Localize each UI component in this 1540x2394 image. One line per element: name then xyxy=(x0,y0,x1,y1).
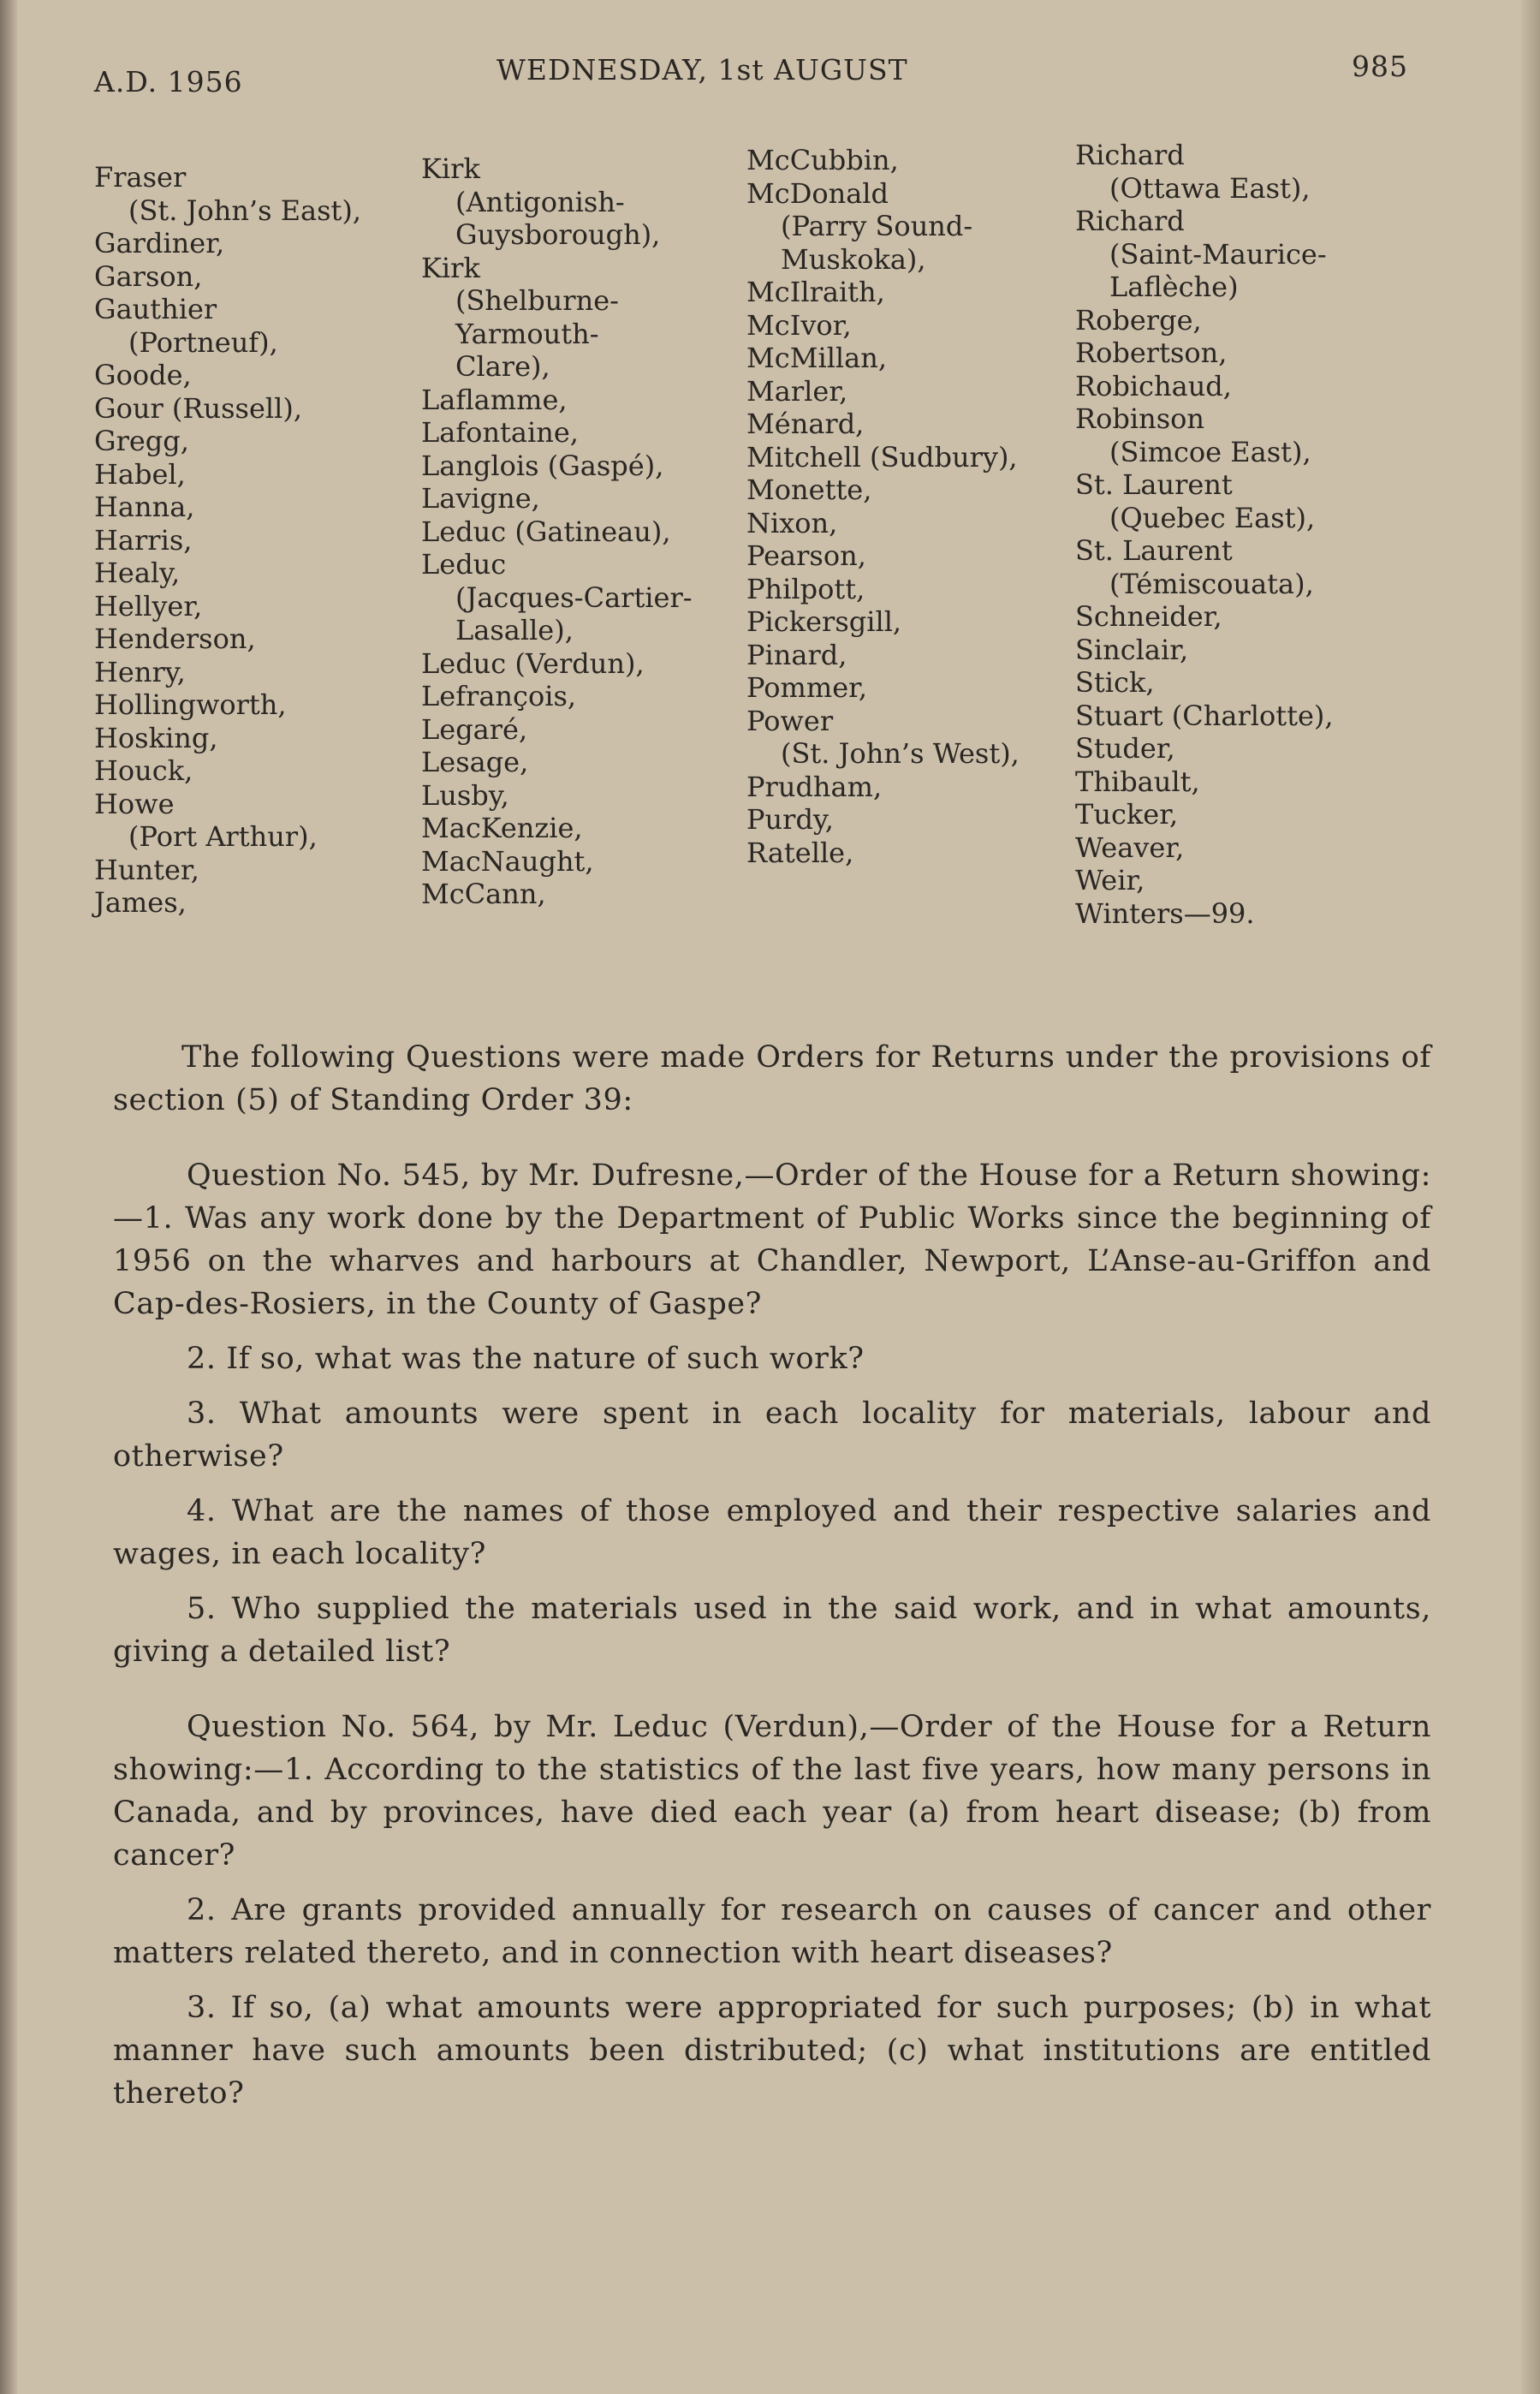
member-name: Ménard, xyxy=(746,408,865,440)
member-name: Lafontaine, xyxy=(421,416,579,449)
member-name: McDonald xyxy=(746,176,889,210)
member-name: (Jacques-Cartier- xyxy=(455,581,693,614)
member-name: Monette, xyxy=(746,473,872,506)
member-name: (Quebec East), xyxy=(1109,501,1316,534)
body-paragraph: Question No. 564, by Mr. Leduc (Verdun),—Order of the House for a Return showing:—1. According to the statistics of the last five years, how many persons in Canada, and by provinces, have died each year (a) from heart disease; (b) from cancer? xyxy=(113,1710,1431,1873)
member-name: MacKenzie, xyxy=(421,812,583,844)
member-name: Legaré, xyxy=(421,712,528,746)
member-name: Richard xyxy=(1075,205,1185,237)
member-name: Goode, xyxy=(94,359,192,391)
member-name: (Shelburne- xyxy=(455,284,619,317)
member-name: Lesage, xyxy=(421,746,529,778)
member-name: Kirk xyxy=(421,251,480,284)
member-name: Roberge, xyxy=(1075,303,1202,336)
member-name: St. Laurent xyxy=(1075,468,1233,501)
member-name: Gregg, xyxy=(94,425,189,457)
member-name: Yarmouth- xyxy=(455,317,599,350)
member-name: McIlraith, xyxy=(746,276,885,308)
header-year: A.D. 1956 xyxy=(94,65,243,98)
body-paragraph: The following Questions were made Orders for Returns under the provisions of section (5) of Standing Order 39: xyxy=(113,1040,1431,1117)
member-name: Philpott, xyxy=(746,572,865,605)
member-name: McCubbin, xyxy=(746,144,899,176)
page-number: 985 xyxy=(1352,50,1408,83)
page-edge-shadow xyxy=(1521,0,1540,2394)
name-column-1 xyxy=(94,161,419,920)
body-paragraph: Question No. 545, by Mr. Dufresne,—Order of the House for a Return showing:—1. Was any work done by the Department of Public Works since the beginning of 1956 on the wharves and harbours at Chandler, Newport, L’Anse-au-Griffon and Cap-des-Rosiers, in the County of Gaspe? xyxy=(113,1158,1431,1321)
member-name: Howe xyxy=(94,787,175,820)
member-name: Gauthier xyxy=(94,293,217,325)
member-name: (Portneuf), xyxy=(128,325,278,359)
member-name: Ratelle, xyxy=(746,836,854,869)
member-name: Leduc (Gatineau), xyxy=(421,515,671,548)
member-name: St. Laurent xyxy=(1075,534,1233,567)
name-column-3 xyxy=(746,144,1072,869)
member-name: Nixon, xyxy=(746,506,838,539)
member-name: Studer, xyxy=(1075,732,1175,765)
member-name: Fraser xyxy=(94,161,187,194)
body-paragraph: 3. If so, (a) what amounts were appropriated for such purposes; (b) in what manner have such amounts been distributed; (c) what institutions are entitled thereto? xyxy=(113,1991,1431,2111)
member-name: James, xyxy=(94,886,187,919)
member-name: (Ottawa East), xyxy=(1109,171,1311,205)
member-name: Lusby, xyxy=(421,778,509,812)
member-name: (Témiscouata), xyxy=(1109,567,1314,600)
member-name: Hosking, xyxy=(94,721,218,754)
member-name: Henry, xyxy=(94,655,186,688)
member-name: Gour (Russell), xyxy=(94,391,302,425)
member-name: Sinclair, xyxy=(1075,633,1189,666)
member-name: Langlois (Gaspé), xyxy=(421,449,664,482)
member-name: Garson, xyxy=(94,259,203,293)
header-date: WEDNESDAY, 1st AUGUST xyxy=(496,53,908,86)
member-name: Laflèche) xyxy=(1109,271,1239,303)
member-name: Tucker, xyxy=(1075,798,1179,831)
member-name: Marler, xyxy=(746,374,848,408)
member-name: Lefrançois, xyxy=(421,680,577,712)
member-name: Mitchell (Sudbury), xyxy=(746,440,1018,473)
member-name: McMillan, xyxy=(746,342,888,374)
member-name: McIvor, xyxy=(746,308,852,342)
member-name: Schneider, xyxy=(1075,600,1222,633)
page-binding-shadow xyxy=(0,0,17,2394)
member-name: Gardiner, xyxy=(94,227,225,259)
member-name: Purdy, xyxy=(746,803,834,836)
body-paragraph: 2. Are grants provided annually for research on causes of cancer and other matters related thereto, and in connection with heart diseases? xyxy=(113,1893,1431,1970)
member-name: Prudham, xyxy=(746,770,883,803)
member-name: Guysborough), xyxy=(455,218,661,251)
member-name: Clare), xyxy=(455,350,550,383)
member-name: Leduc (Verdun), xyxy=(421,646,645,680)
member-name: Stuart (Charlotte), xyxy=(1075,699,1334,732)
member-name: Robertson, xyxy=(1075,336,1228,369)
member-name: Pinard, xyxy=(746,638,847,671)
body-paragraph: 4. What are the names of those employed and their respective salaries and wages, in each locality? xyxy=(113,1494,1431,1571)
running-header xyxy=(94,50,1408,104)
body-paragraph: 3. What amounts were spent in each locality for materials, labour and otherwise? xyxy=(113,1396,1431,1474)
member-name: Pommer, xyxy=(746,671,868,704)
member-name: Robinson xyxy=(1075,402,1204,435)
member-name: Hanna, xyxy=(94,491,195,523)
member-name: (Simcoe East), xyxy=(1109,435,1311,468)
division-list xyxy=(94,139,1455,940)
member-name: Henderson, xyxy=(94,622,256,655)
member-name: Hunter, xyxy=(94,853,199,886)
member-name: Power xyxy=(746,704,834,737)
member-name: Muskoka), xyxy=(781,242,926,276)
member-name: (Parry Sound- xyxy=(781,210,973,242)
member-name: Winters—99. xyxy=(1075,896,1255,930)
member-name: Robichaud, xyxy=(1075,369,1232,402)
member-name: Habel, xyxy=(94,457,186,491)
member-name: Healy, xyxy=(94,557,181,589)
member-name: Laflamme, xyxy=(421,383,568,416)
name-column-4 xyxy=(1075,139,1400,930)
body-paragraph: 2. If so, what was the nature of such work? xyxy=(187,1342,865,1376)
member-name: Lavigne, xyxy=(421,482,540,515)
member-name: Weir, xyxy=(1075,864,1145,896)
member-name: (Antigonish- xyxy=(455,185,625,218)
member-name: Weaver, xyxy=(1075,831,1185,864)
member-name: Lasalle), xyxy=(455,614,574,646)
member-name: Pearson, xyxy=(746,539,866,572)
member-name: Hellyer, xyxy=(94,589,203,622)
member-name: (Saint-Maurice- xyxy=(1109,237,1327,271)
member-name: (Port Arthur), xyxy=(128,820,318,853)
orders-for-returns-text xyxy=(113,1036,1431,2127)
member-name: Leduc xyxy=(421,548,507,581)
member-name: Hollingworth, xyxy=(94,688,287,721)
member-name: Stick, xyxy=(1075,666,1155,699)
member-name: Richard xyxy=(1075,139,1185,171)
member-name: Thibault, xyxy=(1075,765,1200,798)
member-name: Harris, xyxy=(94,523,193,557)
name-column-2 xyxy=(421,152,746,911)
member-name: Kirk xyxy=(421,152,480,185)
member-name: MacNaught, xyxy=(421,844,594,878)
member-name: Pickersgill, xyxy=(746,605,902,638)
member-name: (St. John’s West), xyxy=(781,737,1020,770)
member-name: Houck, xyxy=(94,754,193,787)
member-name: (St. John’s East), xyxy=(128,194,362,227)
body-paragraph: 5. Who supplied the materials used in the said work, and in what amounts, giving a detailed list? xyxy=(113,1592,1431,1669)
member-name: McCann, xyxy=(421,878,546,910)
